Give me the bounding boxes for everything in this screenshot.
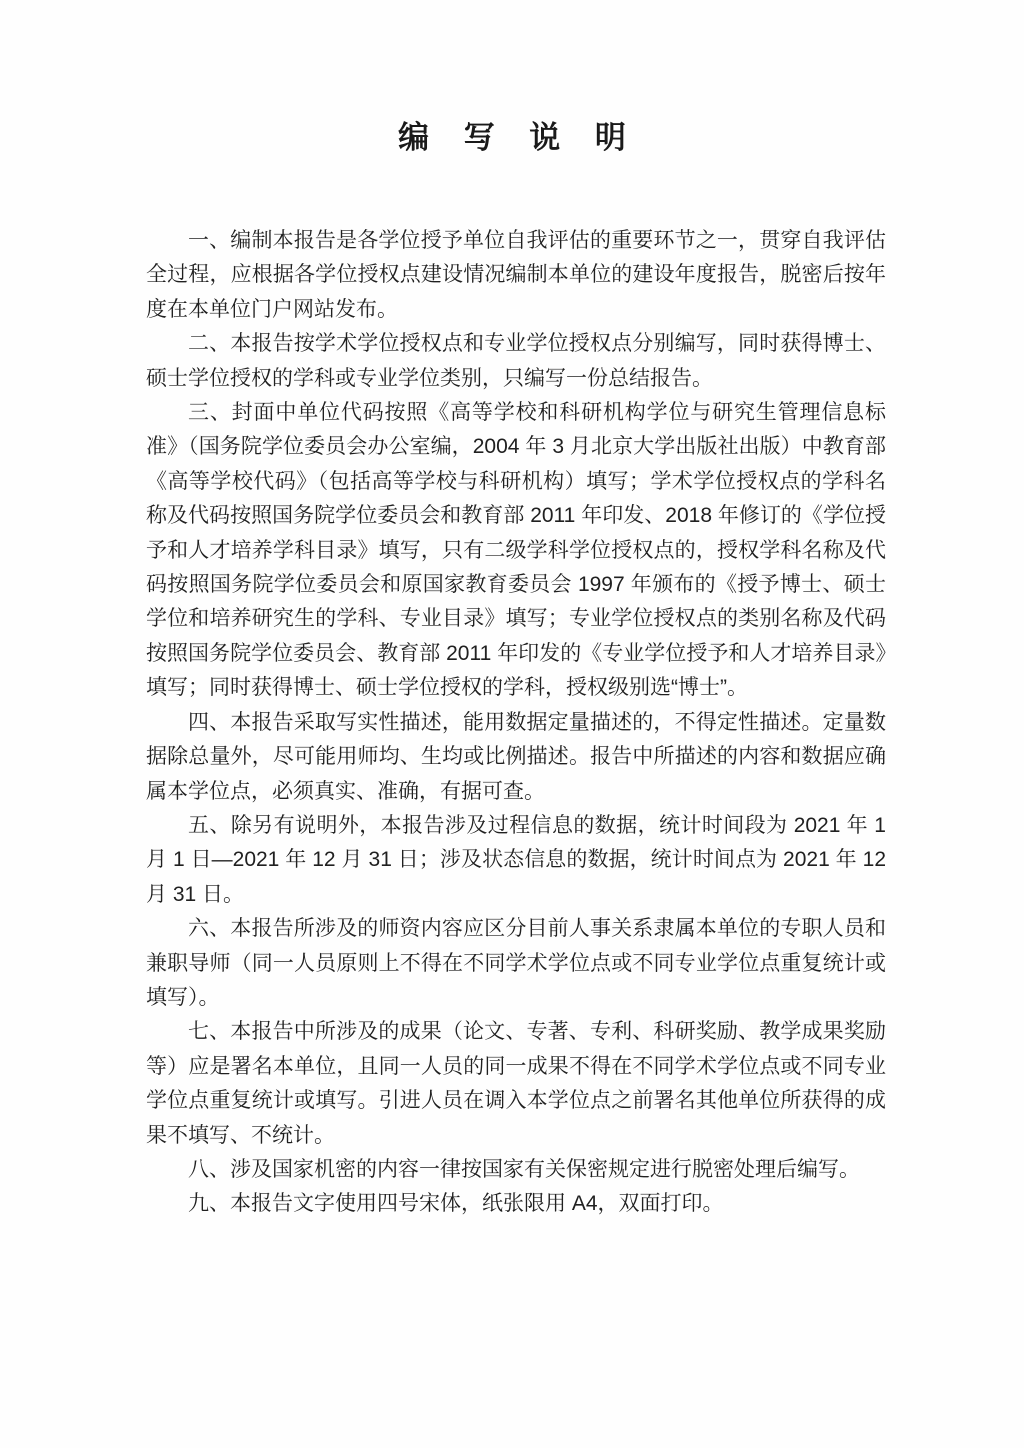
- paragraph-7: 七、本报告中所涉及的成果（论文、专著、专利、科研奖励、教学成果奖励等）应是署名本单位，且同一人员的同一成果不得在不同学术学位点或不同专业学位点重复统计或填写。引进人员在调入本学位点之前署名其他单位所获得的成果不填写、不统计。: [146, 1020, 886, 1147]
- paragraph-5: 五、除另有说明外，本报告涉及过程信息的数据，统计时间段为 2021 年 1 月 1 日—2021 年 12 月 31 日；涉及状态信息的数据，统计时间点为 2021 年 12 月 31 日。: [146, 813, 886, 906]
- page-title: 编 写 说 明: [398, 120, 639, 155]
- document-body: [146, 224, 886, 1222]
- paragraph-1: 一、编制本报告是各学位授予单位自我评估的重要环节之一，贯穿自我评估全过程，应根据各学位授权点建设情况编制本单位的建设年度报告，脱密后按年度在本单位门户网站发布。: [146, 229, 886, 321]
- paragraph-6: 六、本报告所涉及的师资内容应区分目前人事关系隶属本单位的专职人员和兼职导师（同一人员原则上不得在不同学术学位点或不同专业学位点重复统计或填写）。: [146, 917, 886, 1009]
- paragraph-8: 八、涉及国家机密的内容一律按国家有关保密规定进行脱密处理后编写。: [188, 1157, 860, 1181]
- paragraph-9: 九、本报告文字使用四号宋体，纸张限用 A4，双面打印。: [188, 1192, 724, 1216]
- paragraph-4: 四、本报告采取写实性描述，能用数据定量描述的，不得定性描述。定量数据除总量外，尽可能用师均、生均或比例描述。报告中所描述的内容和数据应确属本学位点，必须真实、准确，有据可查。: [146, 710, 886, 803]
- paragraph-2: 二、本报告按学术学位授权点和专业学位授权点分别编写，同时获得博士、硕士学位授权的学科或专业学位类别，只编写一份总结报告。: [146, 332, 886, 390]
- paragraph-3: 三、封面中单位代码按照《高等学校和科研机构学位与研究生管理信息标准》（国务院学位委员会办公室编，2004 年 3 月北京大学出版社出版）中教育部《高等学校代码》（包括高等学校与科研机构）填写；学术学位授权点的学科名称及代码按照国务院学位委员会和教育部 2011 年印发、2018 年修订的《学位授予和人才培养学科目录》填写，只有二级学科学位授权点的，授权学科名称及代码按照国务院学位委员会和原国家教育委员会 1997 年颁布的《授予博士、硕士学位和培养研究生的学科、专业目录》填写；专业学位授权点的类别名称及代码按照国务院学位委员会、教育部 2011 年印发的《专业学位授予和人才培养目录》填写；同时获得博士、硕士学位授权的学科，授权级别选“博士”。: [146, 401, 886, 700]
